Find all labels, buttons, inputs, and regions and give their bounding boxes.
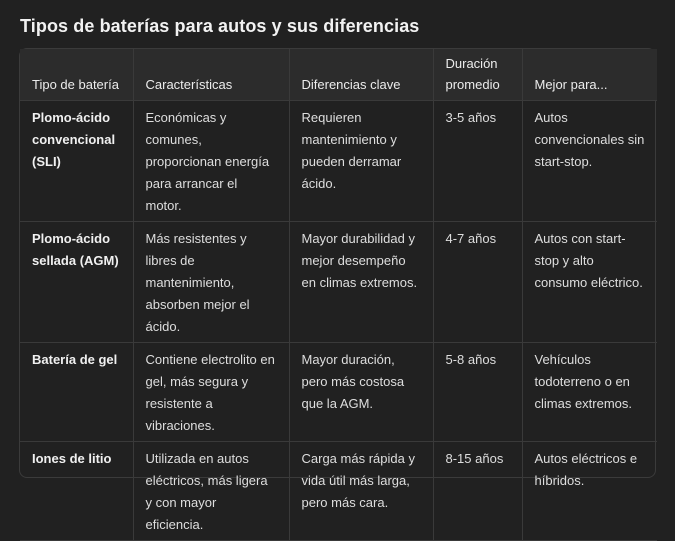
cell-key-differences: Mayor durabilidad y mejor desempeño en climas extremos. (289, 221, 433, 342)
cell-key-differences: Requieren mantenimiento y pueden derramar ácido. (289, 100, 433, 221)
table-row (20, 342, 657, 441)
cell-characteristics: Utilizada en autos eléctricos, más ligera y con mayor eficiencia. (133, 441, 289, 540)
header-average-duration: Duración promedio (433, 49, 522, 100)
cell-best-for: Autos convencionales sin start-stop. (522, 100, 657, 221)
cell-key-differences: Mayor duración, pero más costosa que la AGM. (289, 342, 433, 441)
battery-table (20, 49, 657, 541)
cell-best-for: Vehículos todoterreno o en climas extremos. (522, 342, 657, 441)
cell-characteristics: Contiene electrolito en gel, más segura y resistente a vibraciones. (133, 342, 289, 441)
table-row (20, 441, 657, 540)
comparison-table (19, 48, 656, 532)
header-key-differences: Diferencias clave (289, 49, 433, 100)
cell-battery-type: Iones de litio (20, 441, 133, 540)
cell-best-for: Autos con start-stop y alto consumo eléctrico. (522, 221, 657, 342)
table-row (20, 221, 657, 342)
header-characteristics: Características (133, 49, 289, 100)
header-best-for: Mejor para... (522, 49, 657, 100)
cell-average-duration: 8-15 años (433, 441, 522, 540)
table-row (20, 100, 657, 221)
cell-battery-type: Plomo-ácido convencional (SLI) (20, 100, 133, 221)
header-battery-type: Tipo de batería (20, 49, 133, 100)
cell-key-differences: Carga más rápida y vida útil más larga, pero más cara. (289, 441, 433, 540)
cell-battery-type: Batería de gel (20, 342, 133, 441)
table-header-row (20, 49, 657, 100)
cell-best-for: Autos eléctricos e híbridos. (522, 441, 657, 540)
cell-battery-type: Plomo-ácido sellada (AGM) (20, 221, 133, 342)
cell-average-duration: 4-7 años (433, 221, 522, 342)
cell-average-duration: 3-5 años (433, 100, 522, 221)
page-title: Tipos de baterías para autos y sus diferencias (20, 16, 420, 36)
cell-average-duration: 5-8 años (433, 342, 522, 441)
cell-characteristics: Más resistentes y libres de mantenimiento, absorben mejor el ácido. (133, 221, 289, 342)
cell-characteristics: Económicas y comunes, proporcionan energía para arrancar el motor. (133, 100, 289, 221)
